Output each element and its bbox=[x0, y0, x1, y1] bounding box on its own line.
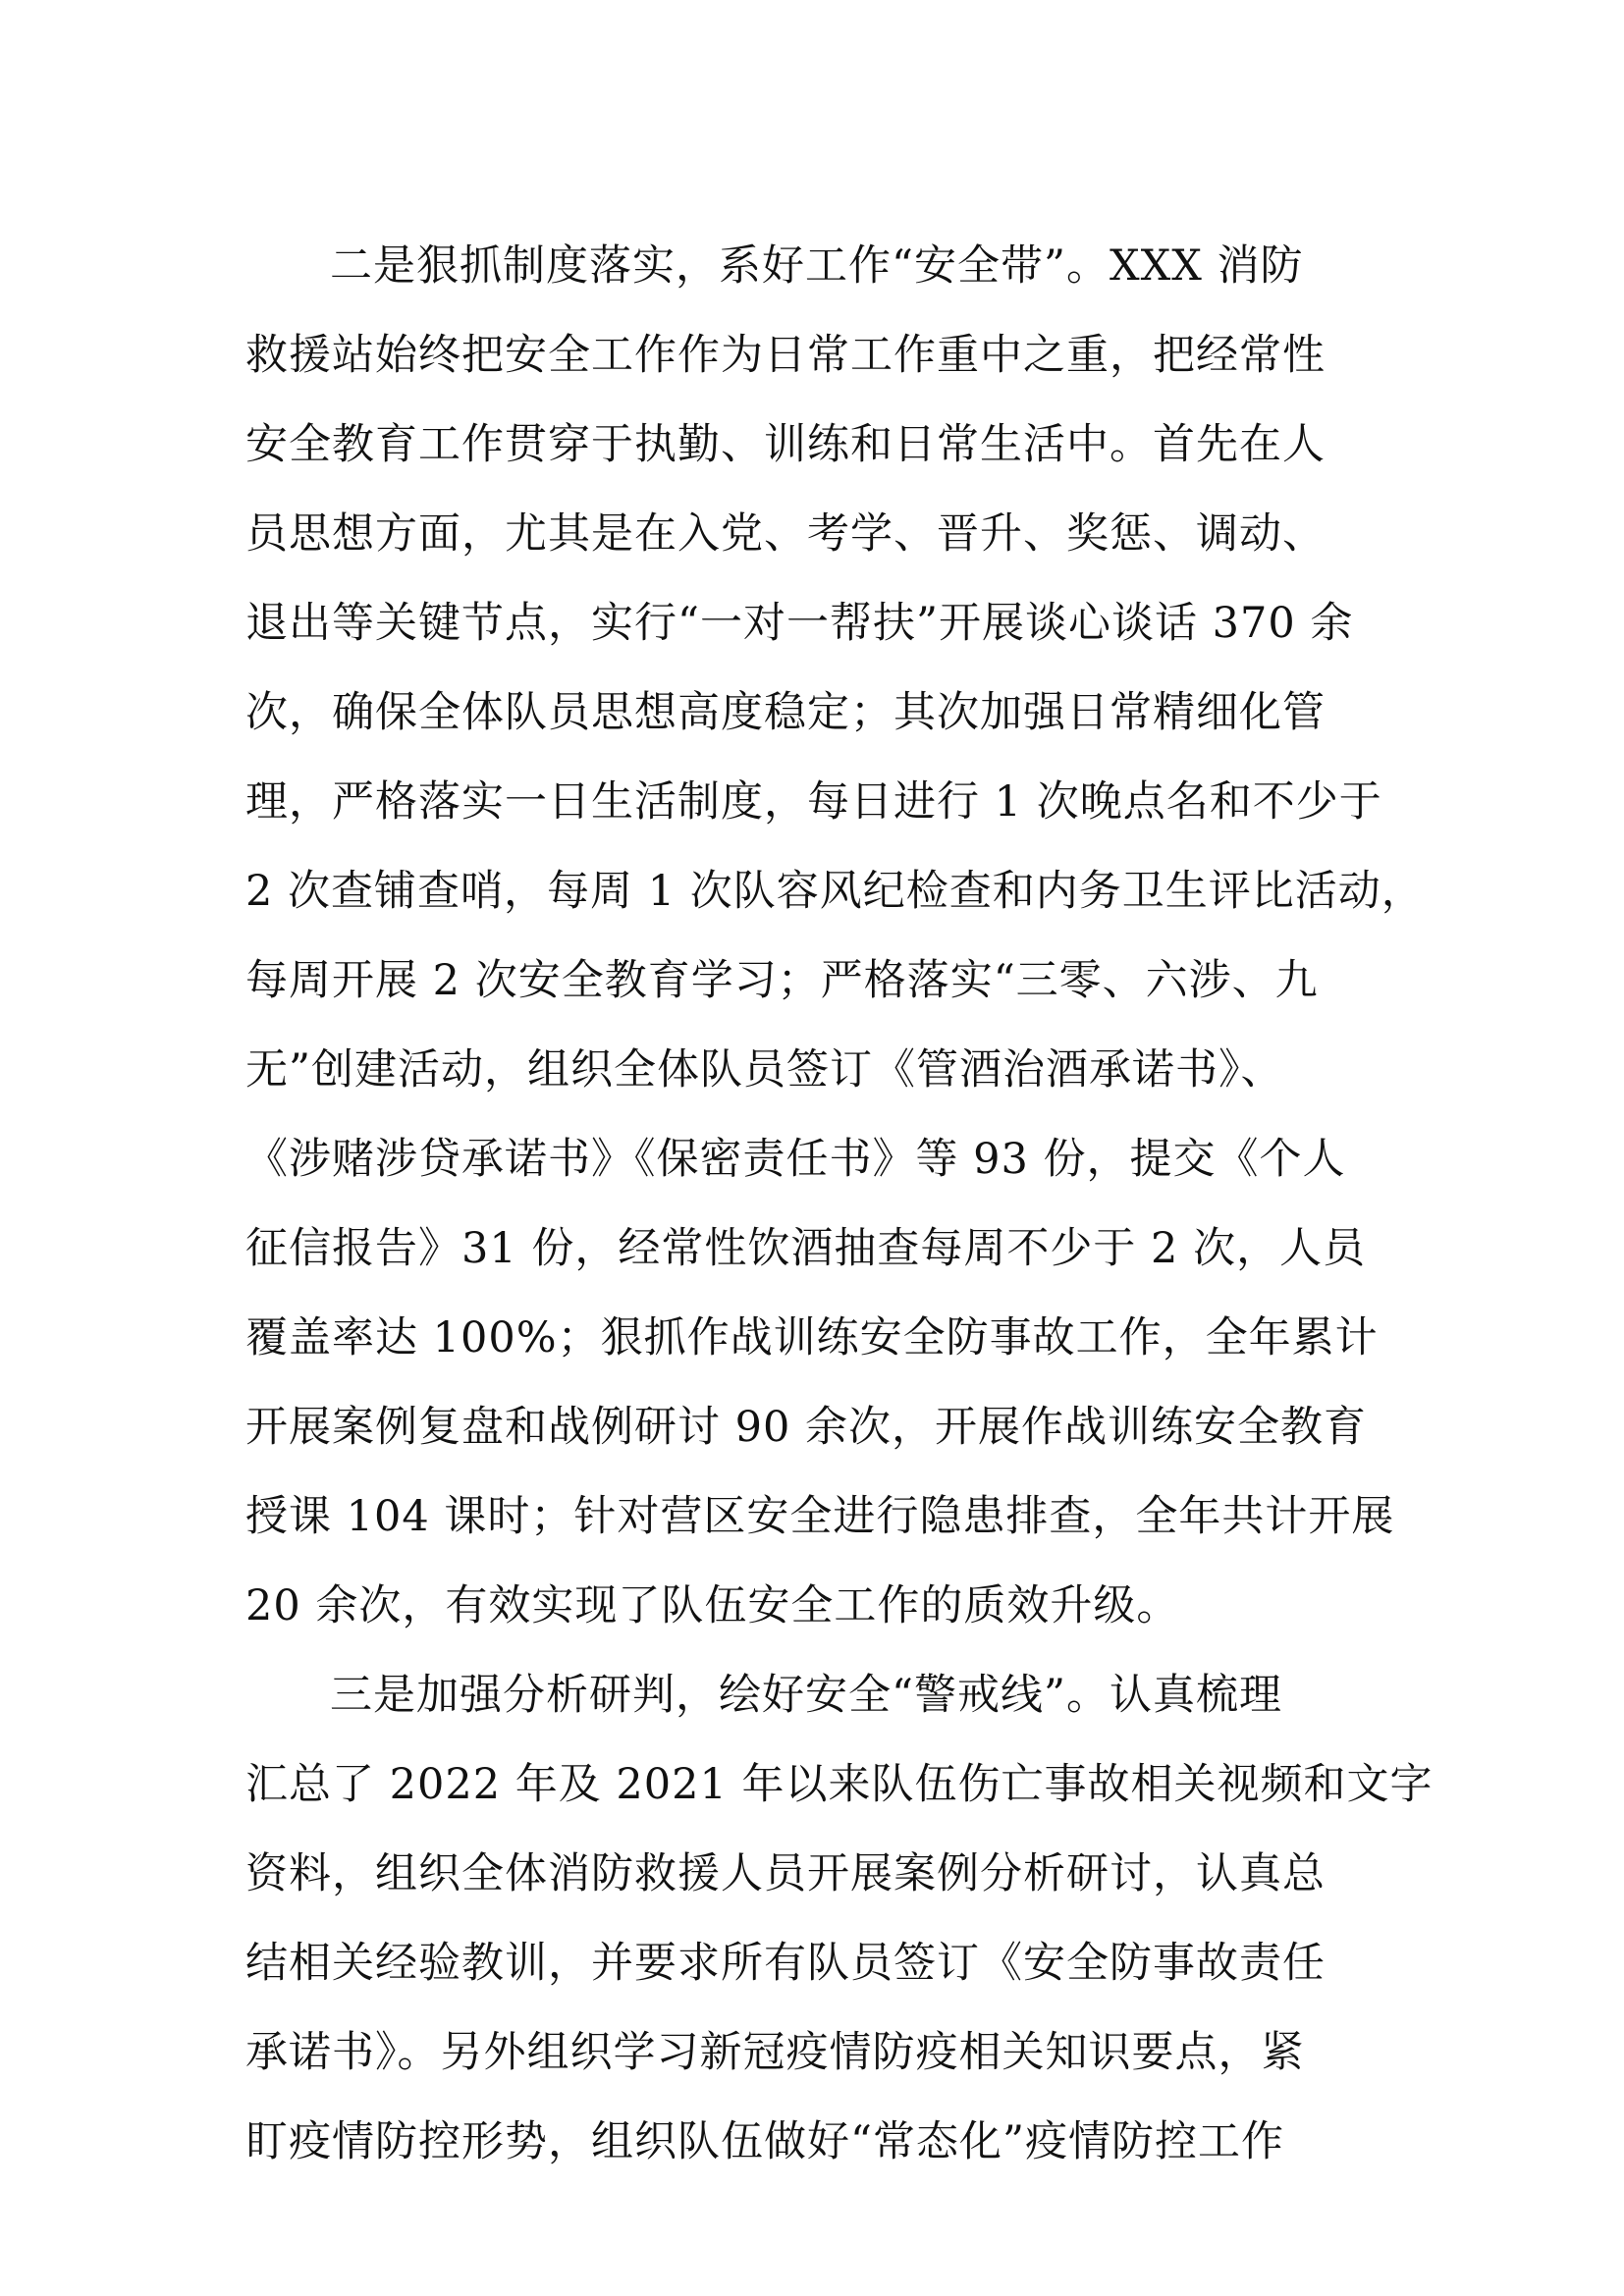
paragraph-line: 结相关经验教训，并要求所有队员签订《安全防事故责任 bbox=[245, 1939, 1326, 1988]
paragraph-line: 救援站始终把安全工作作为日常工作重中之重，把经常性 bbox=[245, 331, 1326, 380]
paragraph-1 bbox=[245, 218, 1425, 1647]
paragraph-line: 开展案例复盘和战例研讨 90 余次，开展作战训练安全教育 bbox=[245, 1403, 1368, 1452]
paragraph-line: 征信报告》31 份，经常性饮酒抽查每周不少于 2 次，人员 bbox=[245, 1224, 1367, 1273]
paragraph-2 bbox=[245, 1647, 1434, 2183]
paragraph-line: 授课 104 课时；针对营区安全进行隐患排查，全年共计开展 bbox=[245, 1492, 1395, 1541]
paragraph-line: 盯疫情防控形势，组织队伍做好“常态化”疫情防控工作 bbox=[245, 2117, 1284, 2166]
document-body bbox=[245, 218, 1434, 2183]
paragraph-line: 二是狠抓制度落实，系好工作“安全带”。XXX 消防 bbox=[330, 241, 1304, 291]
paragraph-line: 无”创建活动，组织全体队员签订《管酒治酒承诺书》、 bbox=[245, 1045, 1284, 1095]
paragraph-line: 安全教育工作贯穿于执勤、训练和日常生活中。首先在人 bbox=[245, 420, 1326, 469]
paragraph-line: 员思想方面，尤其是在入党、考学、晋升、奖惩、调动、 bbox=[245, 509, 1326, 559]
paragraph-line: 每周开展 2 次安全教育学习；严格落实“三零、六涉、九 bbox=[245, 956, 1319, 1005]
paragraph-line: 承诺书》。另外组织学习新冠疫情防疫相关知识要点，紧 bbox=[245, 2028, 1305, 2077]
paragraph-line: 次，确保全体队员思想高度稳定；其次加强日常精细化管 bbox=[245, 688, 1326, 737]
paragraph-line: 退出等关键节点，实行“一对一帮扶”开展谈心谈话 370 余 bbox=[245, 599, 1354, 648]
paragraph-line: 《涉赌涉贷承诺书》《保密责任书》等 93 份，提交《个人 bbox=[245, 1135, 1346, 1184]
paragraph-line: 2 次查铺查哨，每周 1 次队容风纪检查和内务卫生评比活动， bbox=[245, 867, 1425, 916]
paragraph-line: 覆盖率达 100%；狠抓作战训练安全防事故工作，全年累计 bbox=[245, 1313, 1379, 1362]
paragraph-line: 三是加强分析研判，绘好安全“警戒线”。认真梳理 bbox=[330, 1671, 1282, 1720]
paragraph-line: 资料，组织全体消防救援人员开展案例分析研讨，认真总 bbox=[245, 1849, 1326, 1898]
paragraph-line: 理，严格落实一日生活制度，每日进行 1 次晚点名和不少于 bbox=[245, 777, 1382, 827]
paragraph-line: 汇总了 2022 年及 2021 年以来队伍伤亡事故相关视频和文字 bbox=[245, 1760, 1434, 1809]
paragraph-line: 20 余次，有效实现了队伍安全工作的质效升级。 bbox=[245, 1581, 1180, 1630]
